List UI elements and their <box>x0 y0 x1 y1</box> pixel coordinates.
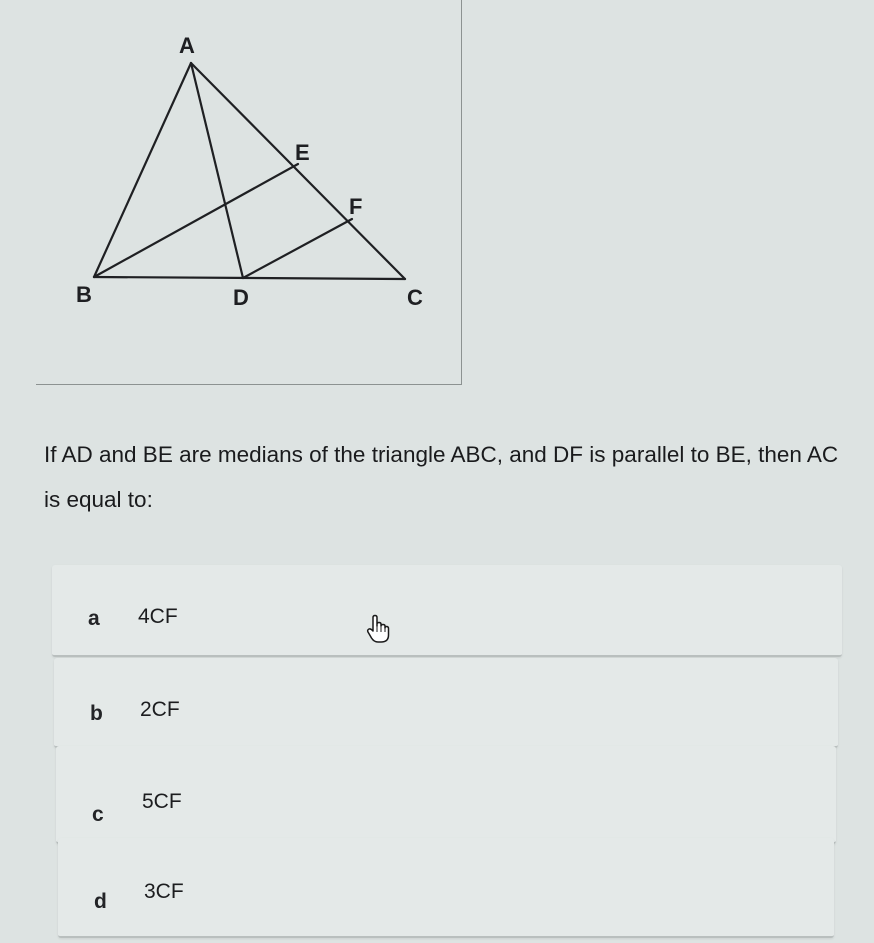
option-d-text: 3CF <box>144 880 184 903</box>
vertex-label-a: A <box>179 33 195 58</box>
vertex-label-b: B <box>76 282 92 307</box>
median-ad <box>191 63 243 278</box>
option-b[interactable] <box>54 658 838 748</box>
option-a-letter: a <box>88 607 100 630</box>
segment-df <box>243 219 352 278</box>
triangle-figure <box>36 0 462 385</box>
triangle-diagram <box>36 0 462 385</box>
option-a-text: 4CF <box>138 605 178 628</box>
side-bc <box>94 277 405 279</box>
vertex-label-f: F <box>349 194 363 219</box>
hand-pointer-icon <box>366 614 390 649</box>
option-c[interactable] <box>56 746 836 844</box>
question-text: If AD and BE are medians of the triangle ABC, and DF is parallel to BE, then AC is equal to: <box>44 442 839 512</box>
option-d[interactable] <box>58 838 834 938</box>
vertex-label-d: D <box>233 285 249 310</box>
median-be <box>94 164 298 277</box>
vertex-label-c: C <box>407 285 423 310</box>
option-c-letter: c <box>92 803 104 826</box>
side-ab <box>94 63 191 277</box>
option-b-letter: b <box>90 702 103 725</box>
side-ac <box>191 63 405 279</box>
option-c-text: 5CF <box>142 790 182 813</box>
option-a[interactable] <box>52 565 842 657</box>
option-d-letter: d <box>94 890 107 913</box>
option-b-text: 2CF <box>140 698 180 721</box>
vertex-label-e: E <box>295 140 310 165</box>
